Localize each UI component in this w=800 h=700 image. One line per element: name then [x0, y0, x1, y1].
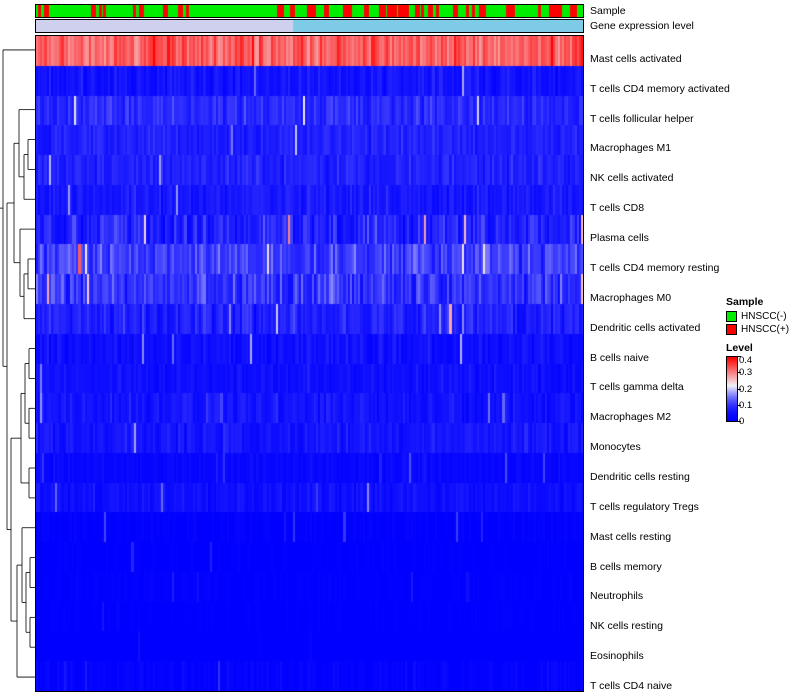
legend-panel: [726, 296, 796, 427]
gene-expression-annotation-canvas: [36, 20, 583, 32]
row-label: Macrophages M0: [590, 292, 672, 304]
row-label: NK cells activated: [590, 172, 674, 184]
colorbar-wrap: [726, 355, 796, 427]
row-label: B cells memory: [590, 561, 662, 573]
sample-annotation-bar: [35, 4, 584, 18]
heatmap-canvas: [36, 36, 583, 691]
row-label: Plasma cells: [590, 232, 649, 244]
colorbar-tick-label: 0.2: [739, 384, 753, 395]
row-label: Neutrophils: [590, 590, 644, 602]
legend-level: [726, 342, 796, 427]
colorbar-tick-label: 0: [739, 416, 745, 427]
row-label: T cells follicular helper: [590, 113, 694, 125]
row-label: Mast cells resting: [590, 531, 672, 543]
legend-label-hnscc-negative: HNSCC(-): [741, 310, 787, 322]
row-label: T cells CD4 memory resting: [590, 262, 720, 274]
legend-swatch-hnscc-negative: [726, 311, 737, 322]
sample-annotation-label: Sample: [590, 5, 626, 17]
legend-swatch-hnscc-positive: [726, 324, 737, 335]
colorbar: [726, 356, 738, 422]
row-label: Dendritic cells activated: [590, 322, 701, 334]
sample-annotation-canvas: [36, 5, 583, 17]
row-label: B cells naive: [590, 352, 649, 364]
legend-sample: [726, 296, 796, 335]
row-label: Macrophages M1: [590, 142, 672, 154]
row-label: T cells CD4 naive: [590, 680, 673, 692]
row-label: T cells CD4 memory activated: [590, 83, 730, 95]
row-label: Monocytes: [590, 441, 641, 453]
legend-sample-title: Sample: [726, 296, 764, 308]
colorbar-tick-label: 0.4: [739, 355, 753, 366]
legend-sample-item-0: [726, 310, 796, 322]
row-label: T cells CD8: [590, 202, 645, 214]
colorbar-tick-label: 0.1: [739, 400, 753, 411]
colorbar-tick-label: 0.3: [739, 367, 753, 378]
legend-level-title: Level: [726, 342, 753, 354]
legend-label-hnscc-positive: HNSCC(+): [741, 323, 790, 335]
row-label: Macrophages M2: [590, 411, 672, 423]
row-dendrogram: [0, 35, 36, 692]
heatmap-panel: [35, 35, 584, 692]
row-label: Eosinophils: [590, 650, 644, 662]
gene-expression-annotation-label: Gene expression level: [590, 20, 694, 32]
row-label: T cells gamma delta: [590, 381, 684, 393]
row-label: Dendritic cells resting: [590, 471, 690, 483]
row-label: Mast cells activated: [590, 53, 682, 65]
gene-expression-annotation-bar: [35, 19, 584, 33]
legend-sample-item-1: [726, 323, 796, 335]
row-label: NK cells resting: [590, 620, 663, 632]
row-label: T cells regulatory Tregs: [590, 501, 699, 513]
